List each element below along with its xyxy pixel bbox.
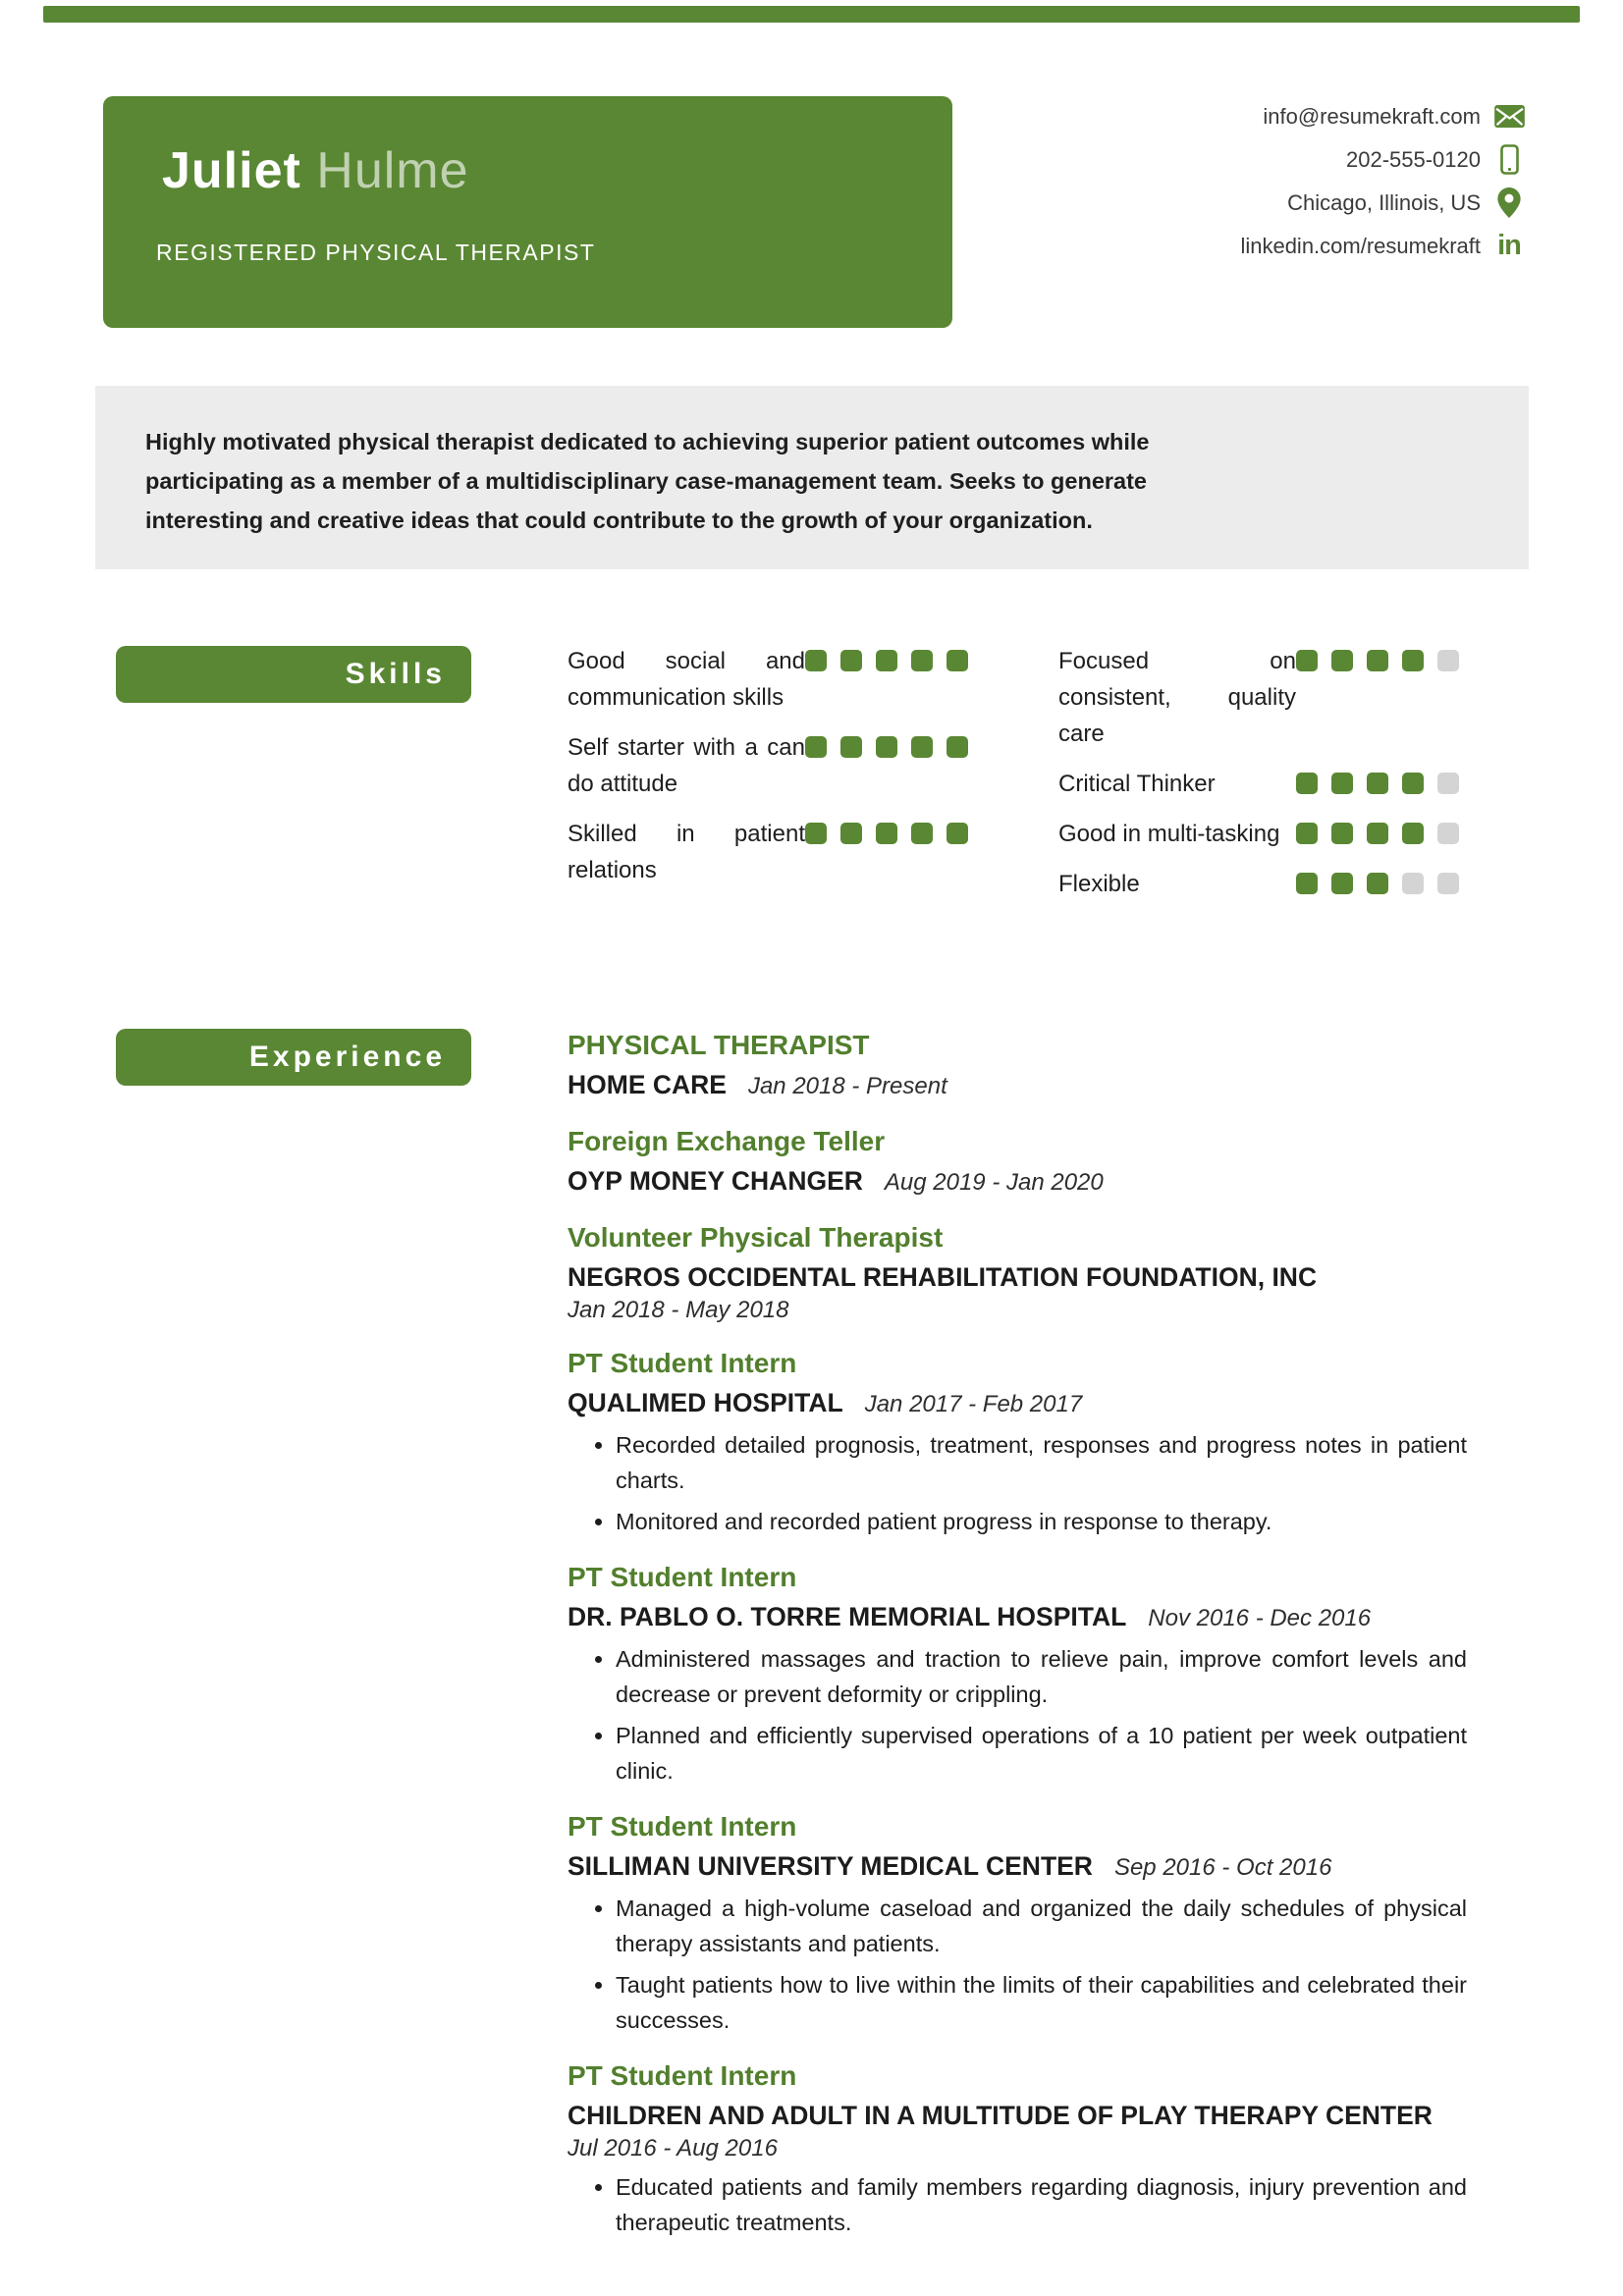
linkedin-icon: in — [1497, 230, 1521, 261]
contact-row — [1287, 187, 1525, 218]
rating-square — [1296, 650, 1318, 671]
skills-column-left — [568, 643, 1000, 888]
rating-square — [1437, 873, 1459, 894]
experience-entry — [568, 1125, 1467, 1200]
rating-square — [1367, 873, 1388, 894]
skill-rating — [1296, 773, 1459, 794]
rating-square — [1437, 773, 1459, 794]
contact-value: linkedin.com/resumekraft — [1240, 233, 1481, 258]
skill-item — [1058, 866, 1490, 902]
top-accent-bar — [43, 6, 1580, 23]
rating-square — [911, 823, 933, 844]
bullet-item: • Planned and efficiently supervised operations of a 10 patient per week outpatient clinic. — [616, 1718, 1467, 1789]
skills-column-right — [1058, 643, 1490, 902]
phone-icon — [1493, 144, 1525, 176]
skill-label: Critical Thinker — [1058, 771, 1216, 797]
bullet-list — [568, 1427, 1467, 1539]
company-name: SILLIMAN UNIVERSITY MEDICAL CENTER — [568, 1851, 1093, 1881]
rating-square — [1402, 873, 1424, 894]
company-name: CHILDREN AND ADULT IN A MULTITUDE OF PLAY THERAPY CENTER — [568, 2101, 1433, 2130]
date-range: Aug 2019 - Jan 2020 — [884, 1169, 1104, 1196]
rating-square — [1331, 773, 1353, 794]
company-line — [568, 1164, 1467, 1200]
envelope-icon — [1493, 101, 1525, 133]
position-title: PT Student Intern — [568, 1811, 797, 1842]
person-name — [162, 141, 952, 200]
rating-square — [876, 823, 897, 844]
experience-entry — [568, 1029, 1467, 1103]
rating-square — [1331, 823, 1353, 844]
experience-section-heading: Experience — [116, 1029, 471, 1086]
rating-square — [911, 650, 933, 671]
rating-square — [1402, 650, 1424, 671]
rating-square — [1296, 773, 1318, 794]
bullet-item: • Managed a high-volume caseload and organized the daily schedules of physical therapy assistants and patients. — [616, 1891, 1467, 1961]
bullet-list — [568, 1641, 1467, 1789]
rating-square — [1367, 823, 1388, 844]
rating-square — [911, 736, 933, 758]
rating-square — [805, 650, 827, 671]
skills-section-heading: Skills — [116, 646, 471, 703]
date-range: Sep 2016 - Oct 2016 — [1113, 1854, 1332, 1881]
rating-square — [947, 736, 968, 758]
rating-square — [1367, 773, 1388, 794]
rating-square — [1402, 773, 1424, 794]
experience-entry — [568, 2059, 1467, 2240]
job-title: REGISTERED PHYSICAL THERAPIST — [156, 240, 596, 265]
skill-rating — [805, 736, 968, 758]
experience-entry — [568, 1810, 1467, 2038]
date-range: Nov 2016 - Dec 2016 — [1148, 1605, 1372, 1631]
last-name: Hulme — [316, 142, 469, 199]
skill-label: Good in multi-tasking — [1058, 821, 1280, 847]
rating-square — [947, 823, 968, 844]
bullet-list — [568, 1891, 1467, 2038]
bullet-item: • Taught patients how to live within the limits of their capabilities and celebrated their successes. — [616, 1967, 1467, 2038]
company-line — [568, 1600, 1467, 1635]
experience-entry — [568, 1221, 1467, 1325]
bullet-item: • Educated patients and family members regarding diagnosis, injury prevention and therapeutic treatments. — [616, 2169, 1467, 2240]
rating-square — [1437, 823, 1459, 844]
skill-rating — [805, 823, 968, 844]
position-title: PHYSICAL THERAPIST — [568, 1030, 870, 1060]
position-title: Foreign Exchange Teller — [568, 1126, 886, 1156]
company-name: OYP MONEY CHANGER — [568, 1166, 863, 1196]
experience-entry — [568, 1347, 1467, 1539]
rating-square — [805, 736, 827, 758]
skill-item — [1058, 766, 1490, 802]
skill-item — [1058, 816, 1490, 852]
contact-row — [1263, 101, 1525, 132]
date-range: Jul 2016 - Aug 2016 — [568, 2135, 778, 2162]
rating-square — [1331, 650, 1353, 671]
company-line — [568, 2099, 1467, 2132]
skill-label: Flexible — [1058, 871, 1140, 897]
rating-square — [805, 823, 827, 844]
rating-square — [947, 650, 968, 671]
skill-item — [568, 729, 1000, 802]
date-range: Jan 2018 - May 2018 — [568, 1297, 789, 1323]
rating-square — [1402, 823, 1424, 844]
rating-square — [1437, 650, 1459, 671]
contact-row — [1346, 144, 1525, 175]
rating-square — [1296, 823, 1318, 844]
skill-label: Good social and communication skills — [568, 648, 805, 711]
company-name: HOME CARE — [568, 1070, 727, 1099]
position-title: PT Student Intern — [568, 2060, 797, 2091]
skill-label: Focused on consistent, quality care — [1058, 648, 1296, 747]
contact-value: 202-555-0120 — [1345, 146, 1481, 172]
skill-rating — [1296, 650, 1459, 671]
skill-rating — [805, 650, 968, 671]
company-line — [568, 1260, 1467, 1294]
contact-row — [1240, 231, 1525, 261]
summary-text: Highly motivated physical therapist dedicated to achieving superior patient outcomes while participating as a member of a multidisciplinary case-management team. Seeks to generate interesting and creative ideas that could contribute to the growth of your organization. — [145, 429, 1150, 533]
company-name: QUALIMED HOSPITAL — [568, 1388, 843, 1417]
bullet-item: • Recorded detailed prognosis, treatment, responses and progress notes in patient charts. — [616, 1427, 1467, 1498]
contact-value: info@resumekraft.com — [1263, 103, 1481, 129]
contact-list — [1240, 101, 1525, 261]
rating-square — [1331, 873, 1353, 894]
company-name: DR. PABLO O. TORRE MEMORIAL HOSPITAL — [568, 1602, 1127, 1631]
rating-square — [876, 650, 897, 671]
skill-item — [568, 816, 1000, 888]
company-line — [568, 1849, 1467, 1885]
first-name: Juliet — [162, 142, 301, 199]
skill-rating — [1296, 823, 1459, 844]
summary-block — [95, 386, 1529, 569]
rating-square — [840, 736, 862, 758]
location-pin-icon — [1493, 187, 1525, 219]
position-title: PT Student Intern — [568, 1348, 797, 1378]
skill-label: Self starter with a can do attitude — [568, 734, 805, 797]
bullet-list — [568, 2169, 1467, 2240]
skill-label: Skilled in patient relations — [568, 821, 805, 883]
company-name: NEGROS OCCIDENTAL REHABILITATION FOUNDATION, INC — [568, 1262, 1318, 1292]
experience-entry — [568, 1561, 1467, 1789]
bullet-item: • Monitored and recorded patient progress in response to therapy. — [616, 1504, 1467, 1539]
skill-item — [1058, 643, 1490, 752]
position-title: PT Student Intern — [568, 1562, 797, 1592]
rating-square — [840, 650, 862, 671]
skill-rating — [1296, 873, 1459, 894]
rating-square — [1296, 873, 1318, 894]
date-range: Jan 2017 - Feb 2017 — [864, 1391, 1083, 1417]
skill-item — [568, 643, 1000, 716]
company-line — [568, 1068, 1467, 1103]
position-title: Volunteer Physical Therapist — [568, 1222, 944, 1253]
rating-square — [840, 823, 862, 844]
header-block — [103, 96, 952, 328]
rating-square — [1367, 650, 1388, 671]
bullet-item: • Administered massages and traction to relieve pain, improve comfort levels and decrease or prevent deformity or crippling. — [616, 1641, 1467, 1712]
date-range: Jan 2018 - Present — [747, 1073, 947, 1099]
company-line — [568, 1386, 1467, 1421]
experience-list — [568, 1029, 1467, 2262]
rating-square — [876, 736, 897, 758]
contact-value: Chicago, Illinois, US — [1287, 189, 1481, 215]
